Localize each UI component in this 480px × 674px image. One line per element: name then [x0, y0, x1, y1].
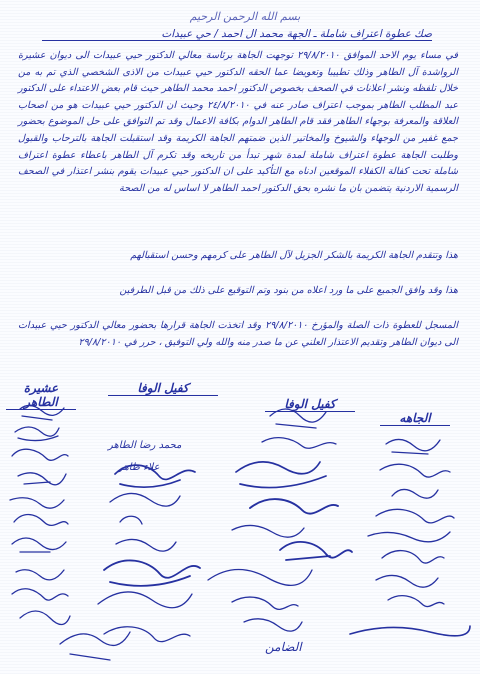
column-heading-jaha: الجاهه: [380, 411, 450, 426]
signature-scribble: [104, 627, 190, 642]
signature-scribble: [280, 542, 352, 560]
signature-scribble: [115, 465, 195, 487]
basmala: بسم الله الرحمن الرحيم: [189, 10, 301, 23]
signature-scribble: [350, 626, 470, 636]
signature-scribble: [380, 464, 450, 477]
signature-scribble: [12, 449, 68, 460]
signature-scribble: [392, 489, 438, 498]
signature-scribble: [16, 570, 64, 580]
signature-scribble: [388, 596, 444, 607]
paragraph-main: في مساء يوم الاحد الموافق ٢٩/٨/٢٠١٠ توجهت الجاهة برئاسة معالي الدكتور حيي عبيدات الى ديوان عشيرة الرواشدة آل الطاهر وذلك تطييبا وتعويضا عما الحقه الدكتور حيي عبيدات من الاذى الشخصي الذي تم به من خلال تلفظه ونشر اعلانات في الصحف بخصوص الدكتور احمد محمد الطاهر حيث قام بعض الاعتداء على الدكتور عبد المطلب الطاهر بموجب اعتراف صادر عنه في ٢٤/٨/٢٠١٠ وحيث ان الدكتور حيي عبيدات هو من اصحاب العلاقة والمعرفة بوجهاء الطاهر فقد قام الطاهر الدوام بكافة الاعمال وقد تم التوافق على حل الموضوع بحضور جمع غفير من الوجهاء والشيوخ والمخاتير الذين ضمتهم الجاهة الكريمة وقد استقبلت الجاهة بالترحاب والقبول وطلبت الجاهة عطوة اعتراف شاملة لمدة شهر تبدأ من تاريخه وقد تكرم آل الطاهر باعطاء عطوة اعتراف شاملة تحت كفالة الكفلاء الموقعين ادناه مع التأكيد على ان الدكتور حيي عبيدات يقوم بنشر اعتذار في الصحف الرسمية الاردنية يتضمن بان ما نشره بحق الدكتور احمد الطاهر لا اساس له من الصحة: [18, 50, 458, 194]
signature-scribble: [244, 619, 302, 631]
signature-name: الضامن: [265, 640, 302, 654]
signature-scribble: [20, 405, 64, 420]
signature-scribble: [10, 498, 64, 508]
signature-scribble: [14, 515, 68, 526]
signature-scribble: [232, 597, 298, 609]
signature-scribble: [15, 427, 59, 441]
document-heading: صك عطوة اعتراف شاملة ـ الجهة محمد ال احمد / حي عبيدات: [42, 28, 432, 41]
signature-scribble: [382, 551, 444, 563]
signature-scribble: [98, 592, 192, 608]
signature-scribble: [250, 499, 338, 514]
paragraph-agreement: هذا وقد وافق الجميع على ما ورد اعلاه من بنود وتم التوقيع على ذلك من قبل الطرفين: [119, 285, 458, 296]
column-heading-guarantor-1: كفيل الوفا: [108, 381, 218, 396]
column-heading-guarantor-2: كفيل الوفا: [265, 397, 355, 412]
signature-scribble: [386, 439, 440, 454]
signature-scribble: [236, 462, 326, 488]
signature-scribble: [60, 632, 130, 660]
signature-scribble: [208, 569, 312, 585]
signature-scribble: [270, 409, 326, 428]
signature-scribble: [116, 539, 176, 551]
signature-scribble: [120, 516, 142, 524]
signature-scribble: [376, 509, 454, 523]
signature-name: محمد رضا الطاهر: [108, 440, 182, 451]
signature-scribble: [232, 525, 304, 537]
signature-block: [0, 404, 480, 674]
paragraph-closing: المسجل للعطوة ذات الصلة والمؤرخ ٢٩/٨/٢٠١٠ وقد اتخذت الجاهة قرارها بحضور معالي الدكتور حيي عبيدات الى ديوان الطاهر وتقديم الاعتذار العلني عن ما صدر منه والله ولي التوفيق ، حرر في ٢٩/٨/٢٠١٠: [18, 320, 458, 348]
signature-scribble: [110, 493, 180, 506]
signature-scribble: [20, 611, 70, 625]
signature-scribble: [262, 438, 336, 449]
signature-scribble: [18, 473, 66, 485]
column-heading-dignitaries: عشيرة الطاهر: [6, 381, 76, 410]
signature-scribble: [12, 589, 68, 600]
signature-scribble: [12, 538, 66, 552]
signature-scribble: [376, 575, 438, 587]
signature-scribbles: [0, 404, 480, 674]
signature-scribble: [368, 532, 450, 542]
signature-scribble: [104, 560, 200, 585]
signature-name: علاء طاهر: [118, 462, 160, 473]
paragraph-thanks: هذا وتتقدم الجاهة الكريمة بالشكر الجزيل لآل الطاهر على كرمهم وحسن استقبالهم: [130, 250, 458, 261]
